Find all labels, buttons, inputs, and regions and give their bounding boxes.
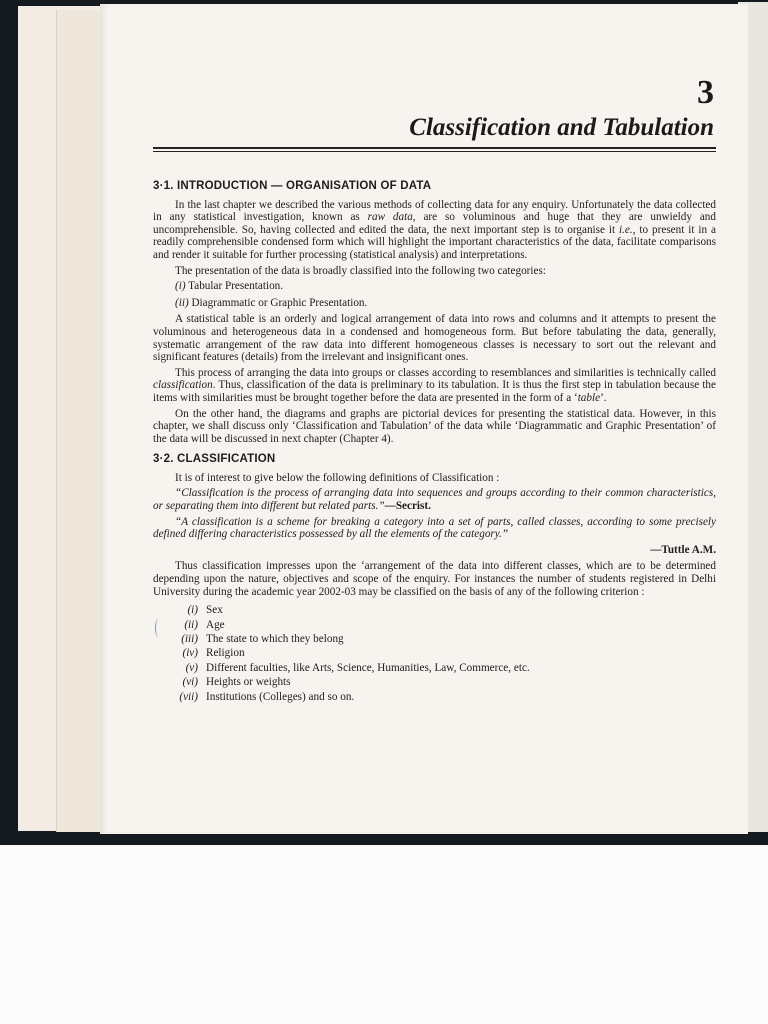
item-number: (ii) [175, 296, 189, 309]
criteria-number: (v) [185, 661, 198, 674]
section-heading-introduction: 3·1. INTRODUCTION — ORGANISATION OF DATA [153, 180, 432, 192]
intro-paragraph-2: The presentation of the data is broadly classified into the following two categories: [175, 264, 546, 277]
quote-attribution: —Secrist. [384, 500, 431, 513]
criteria-text: Religion [206, 647, 245, 660]
quote-attribution-tuttle: —Tuttle A.M. [650, 543, 716, 556]
title-rule-thin [153, 151, 716, 152]
criteria-text: Different faculties, like Arts, Science, Humanities, Law, Commerce, etc. [206, 661, 530, 674]
chapter-title: Classification and Tabulation [409, 114, 714, 141]
item-text: Diagrammatic or Graphic Presentation. [191, 296, 368, 309]
criteria-number: (ii) [184, 618, 198, 631]
section-heading-classification: 3·2. CLASSIFICATION [153, 453, 276, 466]
emphasis-classification: classification [153, 379, 213, 392]
text-run: , to present it in a readily comprehensible condensed form which will highlight the important characteristics of the data, facilitate comparisons and render it suitable for further processing (statistical analysis) and interpretations. [153, 223, 716, 261]
text-run: ’. [600, 391, 607, 404]
intro-paragraph-4 [153, 367, 716, 405]
quote-text: “Classification is the process of arranging data into sequences and groups according to their common characteristics, or separating them into different but related parts.” [153, 487, 716, 513]
text-run: , are so voluminous and huge that they are unwieldy and uncomprehensible. So, having collected and edited the data, the next important step is to organise it [153, 211, 716, 236]
criteria-item [153, 633, 716, 646]
criteria-number: (vii) [179, 690, 198, 703]
criteria-item [153, 676, 716, 689]
quote-secrist [153, 487, 716, 512]
criteria-number: (i) [187, 604, 198, 617]
chapter-number: 3 [697, 74, 714, 111]
criteria-item [153, 619, 716, 632]
classification-paragraph-2: Thus classification impresses upon the ‘arrangement of the data into different classes, which are to be determined depending upon the nature, objectives and scope of the enquiry. For instances the number of students registered in Delhi University during the academic year 2002-03 may be classified on the basis of any of the following criterion : [153, 560, 716, 598]
item-text: Tabular Presentation. [188, 280, 284, 293]
intro-paragraph-5: On the other hand, the diagrams and graphs are pictorial devices for presenting the statistical data. However, in this chapter, we shall discuss only ‘Classification and Tabulation’ of the data while ‘Diagrammatic and Graphic Presentation’ of the data will be discussed in next chapter (Chapter 4). [153, 407, 716, 445]
book-page [100, 4, 748, 834]
quote-tuttle: “A classification is a scheme for breaking a category into a set of parts, called classes, according to some precisely defined differing characteristics possessed by all the elements of the category.” [153, 515, 716, 541]
intro-paragraph-1 [153, 199, 716, 262]
category-item-2 [175, 297, 716, 310]
text-run: This process of arranging the data into groups or classes according to resemblances and similarities is technically called [175, 366, 716, 379]
criteria-text: Age [206, 618, 225, 631]
criteria-text: Sex [206, 604, 223, 617]
category-item-1 [175, 280, 716, 293]
emphasis-table: table [577, 391, 601, 404]
text-run: In the last chapter we described the various methods of collecting data for any enquiry. Unfortunately the data collected in any statistical investigation, known as [153, 198, 716, 224]
criteria-item [153, 691, 716, 704]
classification-paragraph-1: It is of interest to give below the following definitions of Classification : [175, 471, 500, 484]
criteria-list [153, 604, 716, 703]
title-rule-thick [153, 147, 716, 149]
criteria-text: Institutions (Colleges) and so on. [206, 690, 355, 703]
criteria-text: The state to which they belong [206, 633, 344, 645]
criteria-number: (vi) [182, 676, 198, 689]
text-run: . Thus, classification of the data is preliminary to its tabulation. It is thus the first step in tabulation because the items with similarities must be brought together before the data are presented in the form of a ‘ [153, 379, 716, 404]
emphasis-ie: i.e. [619, 223, 633, 236]
criteria-item [153, 604, 716, 617]
criteria-number: (iv) [182, 647, 198, 660]
criteria-number: (iii) [181, 633, 198, 645]
criteria-text: Heights or weights [206, 676, 291, 689]
emphasis-raw-data: raw data [367, 211, 413, 224]
page-body [153, 180, 716, 705]
item-number: (i) [175, 280, 186, 293]
intro-paragraph-3: A statistical table is an orderly and logical arrangement of data into rows and columns and it attempts to present the voluminous and heterogeneous data in a condensed and homogeneous form. But before tabulating the data, generally, systematic arrangement of the raw data into different homogeneous classes is necessary to sort out the relevant and significant features (details) from the irrelevant and insignificant ones. [153, 313, 716, 364]
criteria-item [153, 647, 716, 660]
criteria-item [153, 662, 716, 675]
scan-blank-area [0, 845, 768, 1024]
